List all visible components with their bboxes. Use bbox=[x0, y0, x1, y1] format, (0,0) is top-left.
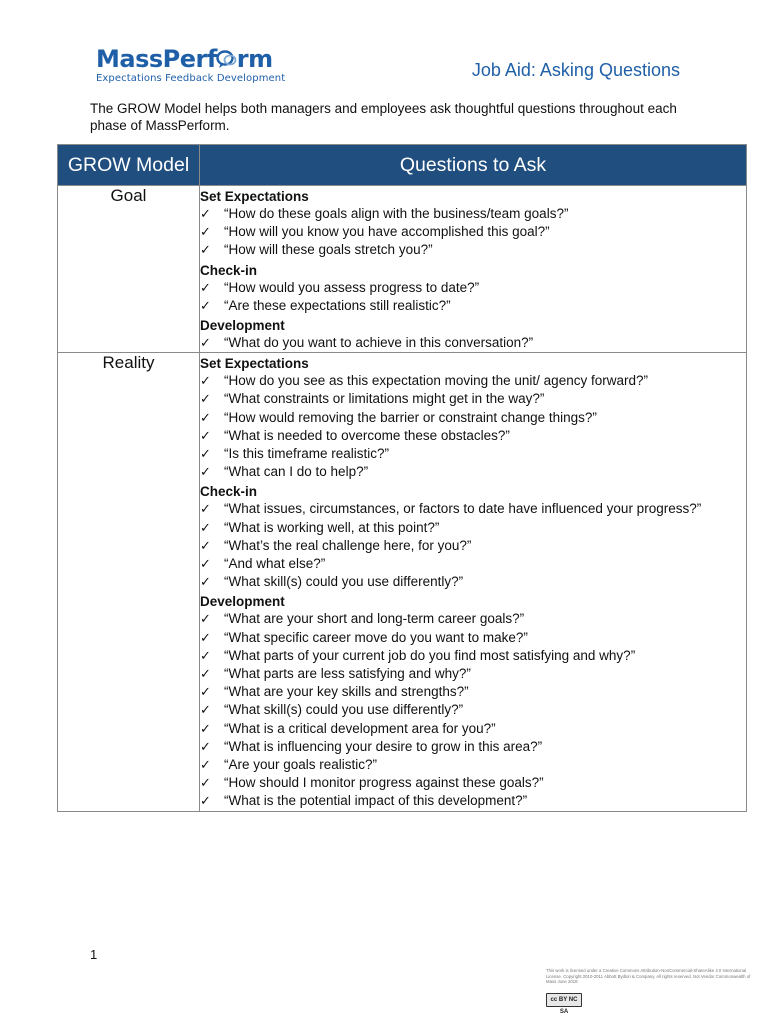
question-list bbox=[200, 500, 746, 591]
list-item bbox=[200, 756, 746, 774]
question-text: “How do these goals align with the business/team goals?” bbox=[224, 206, 569, 221]
checkmark-icon: ✓ bbox=[200, 556, 211, 572]
list-item bbox=[200, 334, 746, 352]
logo-tagline: Expectations Feedback Development bbox=[96, 73, 286, 84]
checkmark-icon: ✓ bbox=[200, 279, 211, 295]
checkmark-icon: ✓ bbox=[200, 373, 211, 389]
list-item bbox=[200, 409, 746, 427]
checkmark-icon: ✓ bbox=[200, 446, 211, 462]
question-text: “What parts are less satisfying and why?” bbox=[224, 666, 471, 682]
question-text: “What is influencing your desire to grow in this area?” bbox=[224, 738, 543, 754]
list-item bbox=[200, 241, 746, 259]
grow-model-table bbox=[57, 144, 747, 812]
question-text: “What specific career move do you want to make?” bbox=[224, 629, 528, 645]
list-item bbox=[200, 647, 746, 665]
section-heading: Development bbox=[200, 594, 285, 610]
checkmark-icon: ✓ bbox=[200, 206, 211, 221]
list-item bbox=[200, 665, 746, 683]
list-item bbox=[200, 629, 746, 647]
question-text: “What is a critical development area for you?” bbox=[224, 720, 496, 736]
list-item bbox=[200, 774, 746, 792]
checkmark-icon: ✓ bbox=[200, 409, 211, 425]
list-item bbox=[200, 519, 746, 537]
checkmark-icon: ✓ bbox=[200, 720, 211, 736]
question-text: “Is this timeframe realistic?” bbox=[224, 446, 390, 462]
question-text: “How should I monitor progress against these goals?” bbox=[224, 775, 544, 791]
section-heading: Set Expectations bbox=[200, 189, 309, 204]
document-title: Job Aid: Asking Questions bbox=[471, 60, 680, 80]
section-heading: Check-in bbox=[200, 262, 258, 278]
checkmark-icon: ✓ bbox=[200, 297, 211, 313]
list-item bbox=[200, 500, 746, 518]
checkmark-icon: ✓ bbox=[200, 611, 211, 627]
list-item bbox=[200, 701, 746, 719]
checkmark-icon: ✓ bbox=[200, 537, 211, 553]
logo-wordmark: MassPerf rm bbox=[96, 45, 273, 73]
massperform-logo bbox=[96, 46, 285, 84]
question-list bbox=[200, 372, 746, 481]
question-text: “What are your key skills and strengths?” bbox=[224, 684, 469, 700]
question-text: “What can I do to help?” bbox=[224, 464, 369, 480]
section-heading: Set Expectations bbox=[200, 356, 309, 372]
question-text: “How would removing the barrier or constraint change things?” bbox=[224, 409, 597, 425]
phase-label: Reality bbox=[58, 353, 200, 811]
list-item bbox=[200, 738, 746, 756]
table-row bbox=[58, 186, 747, 353]
checkmark-icon: ✓ bbox=[200, 684, 211, 700]
list-item bbox=[200, 279, 746, 297]
speech-bubbles-icon bbox=[216, 49, 238, 69]
question-text: “What constraints or limitations might get in the way?” bbox=[224, 391, 545, 407]
checkmark-icon: ✓ bbox=[200, 666, 211, 682]
questions-cell bbox=[200, 186, 747, 353]
checkmark-icon: ✓ bbox=[200, 775, 211, 791]
question-text: “What is the potential impact of this development?” bbox=[224, 793, 528, 809]
section-heading: Development bbox=[200, 318, 285, 334]
phase-label: Goal bbox=[58, 186, 200, 353]
list-item bbox=[200, 390, 746, 408]
question-text: “What parts of your current job do you find most satisfying and why?” bbox=[224, 647, 636, 663]
questions-cell bbox=[200, 353, 747, 811]
checkmark-icon: ✓ bbox=[200, 647, 211, 663]
checkmark-icon: ✓ bbox=[200, 427, 211, 443]
checkmark-icon: ✓ bbox=[200, 793, 211, 809]
list-item bbox=[200, 372, 746, 390]
question-text: “How do you see as this expectation moving the unit/ agency forward?” bbox=[224, 373, 648, 389]
table-row bbox=[58, 353, 747, 811]
checkmark-icon: ✓ bbox=[200, 702, 211, 718]
header-questions-to-ask: Questions to Ask bbox=[200, 145, 747, 186]
checkmark-icon: ✓ bbox=[200, 501, 211, 517]
list-item bbox=[200, 537, 746, 555]
question-list bbox=[200, 205, 746, 260]
checkmark-icon: ✓ bbox=[200, 574, 211, 590]
checkmark-icon: ✓ bbox=[200, 391, 211, 407]
list-item bbox=[200, 792, 746, 810]
checkmark-icon: ✓ bbox=[200, 335, 211, 351]
list-item bbox=[200, 683, 746, 701]
question-text: “What’s the real challenge here, for you?” bbox=[224, 537, 472, 553]
table-header-row bbox=[58, 145, 747, 186]
question-text: “What is working well, at this point?” bbox=[224, 519, 440, 535]
question-text: “What is needed to overcome these obstacles?” bbox=[224, 427, 510, 443]
license-notice: This work is licensed under a Creative Commons Attribution-NonCommercial-ShareAlike 4.0 International License. Copyright 2010-2011 Abbott Bydlon & Company. All rights reserved. Not Vendor Commonwealth of Mass June 2018 bbox=[546, 968, 751, 985]
list-item bbox=[200, 573, 746, 591]
checkmark-icon: ✓ bbox=[200, 224, 211, 240]
question-text: “What issues, circumstances, or factors to date have influenced your progress?” bbox=[224, 501, 702, 517]
question-text: “What skill(s) could you use differently?” bbox=[224, 574, 464, 590]
section-heading: Check-in bbox=[200, 484, 258, 500]
question-text: “How will these goals stretch you?” bbox=[224, 242, 433, 258]
question-list bbox=[200, 334, 746, 352]
question-list bbox=[200, 279, 746, 315]
list-item bbox=[200, 205, 746, 223]
question-text: “How will you know you have accomplished this goal?” bbox=[224, 224, 550, 240]
checkmark-icon: ✓ bbox=[200, 464, 211, 480]
header-grow-model: GROW Model bbox=[58, 145, 200, 186]
page-number: 1 bbox=[90, 947, 98, 962]
list-item bbox=[200, 463, 746, 481]
checkmark-icon: ✓ bbox=[200, 629, 211, 645]
checkmark-icon: ✓ bbox=[200, 738, 211, 754]
question-text: “Are your goals realistic?” bbox=[224, 757, 378, 773]
question-text: “Are these expectations still realistic?” bbox=[224, 297, 451, 313]
list-item bbox=[200, 610, 746, 628]
question-text: “How would you assess progress to date?” bbox=[224, 279, 480, 295]
list-item bbox=[200, 223, 746, 241]
checkmark-icon: ✓ bbox=[200, 242, 211, 258]
question-text: “What are your short and long-term career goals?” bbox=[224, 611, 525, 627]
checkmark-icon: ✓ bbox=[200, 757, 211, 773]
table-body bbox=[58, 186, 747, 812]
intro-paragraph: The GROW Model helps both managers and employees ask thoughtful questions throughout each phase of MassPerform. bbox=[90, 101, 677, 133]
question-text: “What do you want to achieve in this conversation?” bbox=[224, 335, 534, 351]
checkmark-icon: ✓ bbox=[200, 519, 211, 535]
question-list bbox=[200, 610, 746, 810]
creative-commons-badge-icon: cc BY NC SA bbox=[546, 993, 582, 1007]
question-text: “What skill(s) could you use differently?” bbox=[224, 702, 464, 718]
question-text: “And what else?” bbox=[224, 556, 326, 572]
list-item bbox=[200, 297, 746, 315]
list-item bbox=[200, 445, 746, 463]
list-item bbox=[200, 720, 746, 738]
list-item bbox=[200, 555, 746, 573]
list-item bbox=[200, 427, 746, 445]
